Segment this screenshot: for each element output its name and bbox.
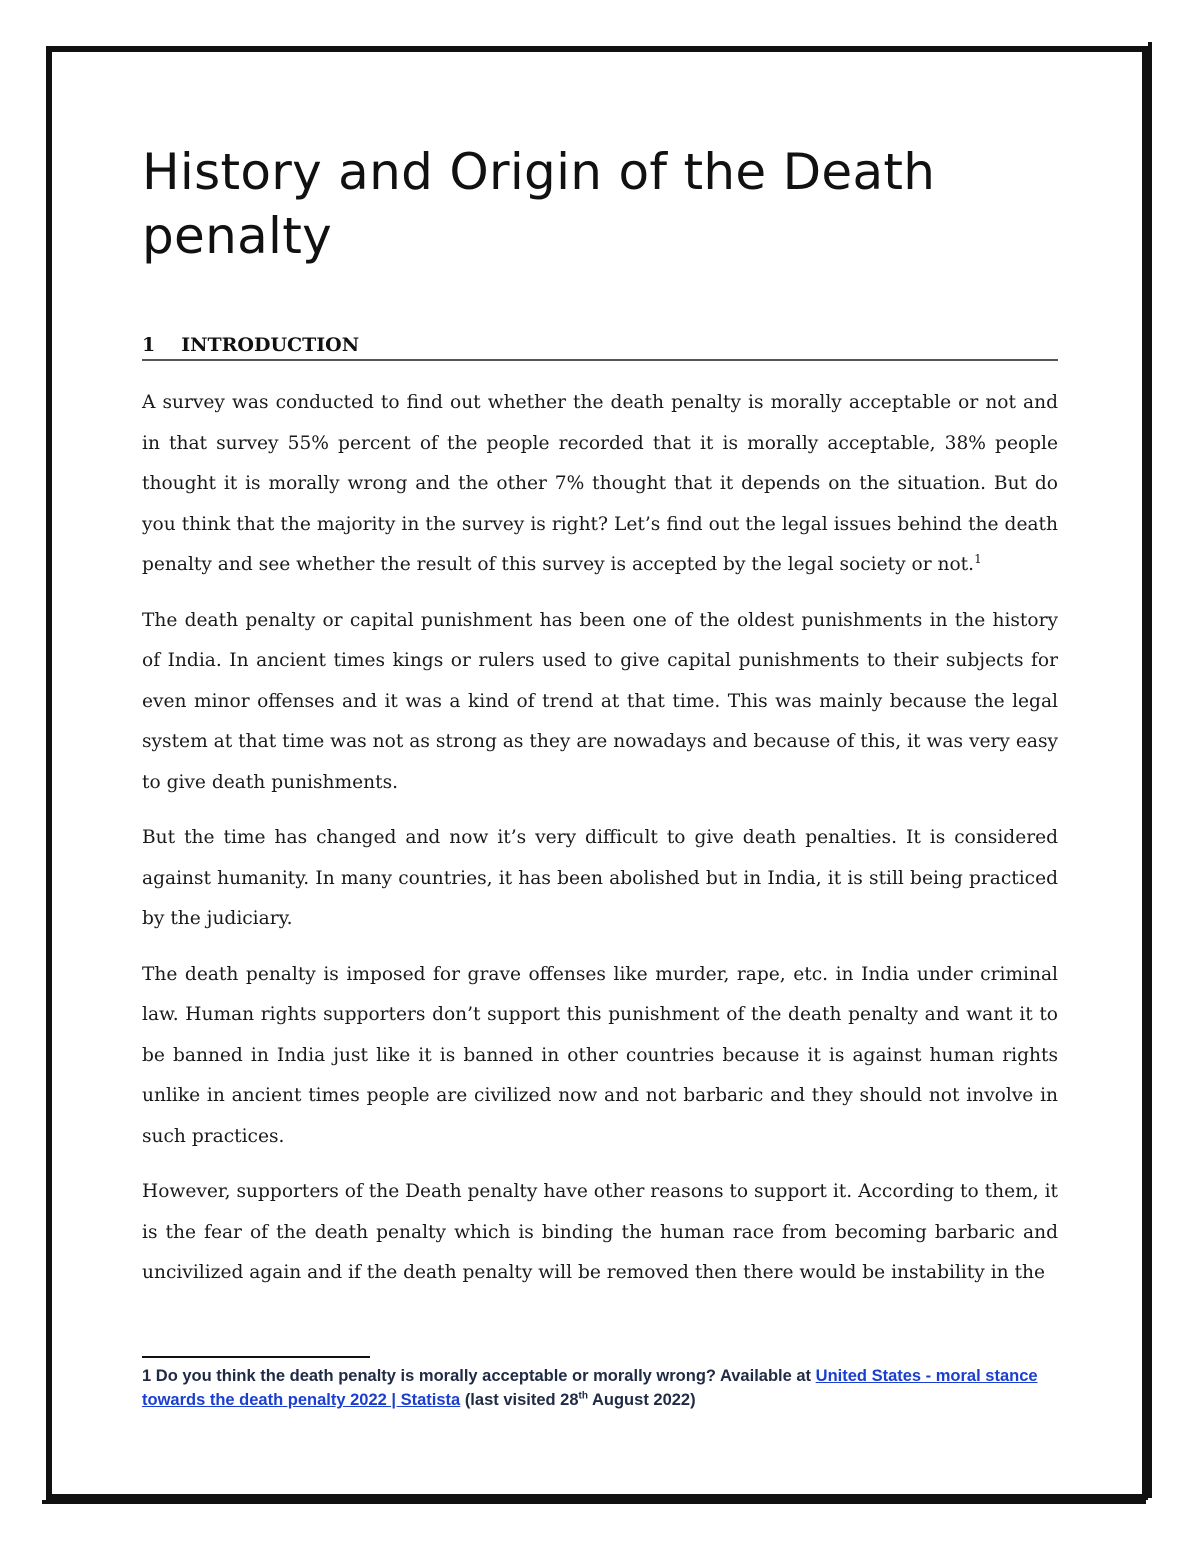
paragraph: However, supporters of the Death penalty have other reasons to support it. According to them, it is the fear of the death penalty which is binding the human race from becoming barbaric and uncivilized again and if the death penalty will be removed then there would be instability in the bbox=[142, 1181, 1058, 1283]
paragraph: The death penalty is imposed for grave offenses like murder, rape, etc. in India under criminal law. Human rights supporters don’t support this punishment of the death penalty and want it to be banned in India just like it is banned in other countries because it is against human rights unlike in ancient times people are civilized now and not barbaric and they should not involve in such practices. bbox=[142, 963, 1058, 1147]
section-title: INTRODUCTION bbox=[181, 334, 360, 356]
document-title: History and Origin of the Death penalty bbox=[142, 143, 936, 265]
footnote-visited-open: (last visited 28 bbox=[464, 1391, 579, 1409]
footnote-separator bbox=[142, 1356, 370, 1358]
section-number: 1 bbox=[142, 334, 156, 356]
paragraph: The death penalty or capital punishment has been one of the oldest punishments in the history of India. In ancient times kings or rulers used to give capital punishments to their subjects for even minor offenses and it was a kind of trend at that time. This was mainly because the legal system at that time was not as strong as they are nowadays and because of this, it was very easy to give death punishments. bbox=[142, 609, 1058, 793]
footnote-source-link[interactable]: United States - moral stance towards the death penalty 2022 | Statista bbox=[142, 1367, 1038, 1409]
paragraph bbox=[142, 383, 1058, 586]
footnote-text: Do you think the death penalty is morally acceptable or morally wrong? Available at bbox=[155, 1367, 812, 1385]
paragraph: But the time has changed and now it’s very difficult to give death penalties. It is considered against humanity. In many countries, it has been abolished but in India, it is still being practiced by the judiciary. bbox=[142, 827, 1058, 929]
body-text bbox=[142, 383, 1058, 1294]
footnote-reference[interactable]: 1 bbox=[974, 551, 982, 566]
footnote-ordinal: th bbox=[578, 1390, 588, 1402]
footnote-number: 1 bbox=[142, 1367, 152, 1385]
section-heading bbox=[142, 334, 1058, 361]
document-body bbox=[142, 140, 1058, 1294]
footnote bbox=[142, 1364, 1058, 1412]
paragraph-text: A survey was conducted to find out whether the death penalty is morally acceptable or not and in that survey 55% percent of the people recorded that it is morally acceptable, 38% people thought it is morally wrong and the other 7% thought that it depends on the situation. But do you think that the majority in the survey is right? Let’s find out the legal issues behind the death penalty and see whether the result of this survey is accepted by the legal society or not. bbox=[142, 392, 1058, 575]
footnote-visited-close: August 2022) bbox=[591, 1391, 696, 1409]
